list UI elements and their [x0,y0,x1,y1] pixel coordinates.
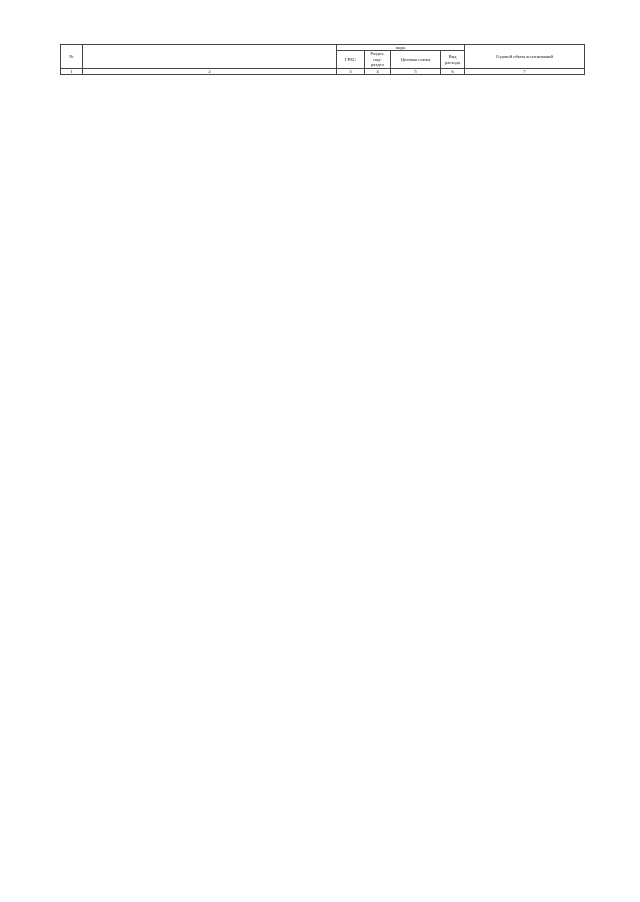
name-header [83,45,337,69]
header-row [61,45,585,51]
grbs-header: ГРБС [337,51,365,68]
colnum: 1 [61,68,83,74]
amount-header: Годовой объем ассигнований [465,45,585,69]
budget-table [60,44,585,75]
colnum: 4 [365,68,391,74]
colnum: 3 [337,68,365,74]
num-header: № [61,45,83,69]
colnum: 2 [83,68,337,74]
colnum: 6 [441,68,465,74]
colnum-row [61,68,585,74]
razdel-header: Раздел, под-раздел [365,51,391,68]
colnum: 5 [391,68,441,74]
codes-header: коды [337,45,465,51]
vid-header: Вид расхода [441,51,465,68]
target-header: Целевая статья [391,51,441,68]
colnum: 7 [465,68,585,74]
